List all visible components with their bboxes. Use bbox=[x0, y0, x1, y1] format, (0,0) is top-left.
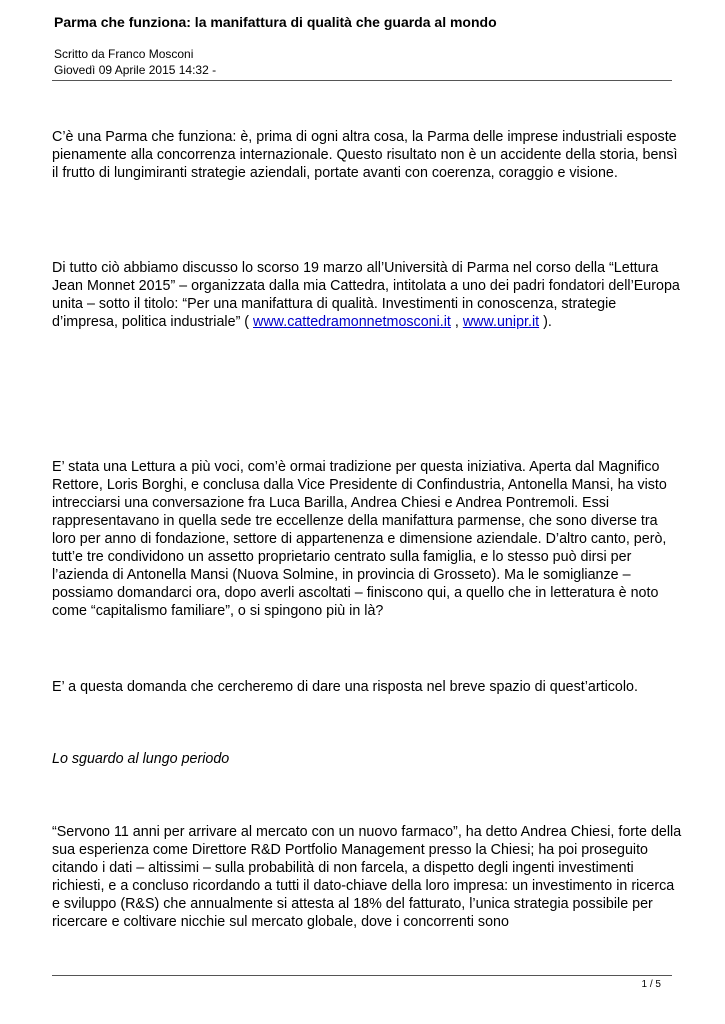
link-unipr[interactable]: www.unipr.it bbox=[462, 314, 540, 330]
paragraph-3: E’ stata una Lettura a più voci, com’è ormai tradizione per questa iniziativa. Aperta dal Magnifico Rettore, Loris Borghi, e conclusa dalla Vice Presidente di Confindustria, Antonella Mansi, ha visto intrecciarsi una conversazione fra Luca Barilla, Andrea Chiesi e Andrea Pontremoli. Essi rappresentavano in quella sede tre eccellenze della manifattura parmense, che sono diverse tra loro per anno di fondazione, settore di appartenenza e dimensione aziendale. D’altro canto, però, tutt’e tre condividono un assetto proprietario centrato sulla famiglia, e lo stesso può dirsi per l’azienda di Antonella Mansi (Nuova Solmine, in provincia di Grosseto). Ma le somiglianze – possiamo domandarci ora, dopo averli ascoltati – finiscono qui, a quello che in letteratura è noto come “capitalismo familiare”, o si spingono più in là? bbox=[52, 459, 667, 619]
paragraph-1: C’è una Parma che funziona: è, prima di ogni altra cosa, la Parma delle imprese industriali esposte pienamente alla concorrenza internazionale. Questo risultato non è un accidente della storia, bensì il frutto di lungimiranti strategie aziendali, portate avanti con coerenza, coraggio e visione. bbox=[52, 129, 678, 181]
paragraph-2-text: Di tutto ciò abbiamo discusso lo scorso 19 marzo all’Università di Parma nel corso della “Lettura Jean Monnet 2015” – organizzata dalla mia Cattedra, intitolata a uno dei padri fondatori dell’Europa unita – sotto il titolo: “Per una manifattura di qualità. Investimenti in conoscenza, strategie d’impresa, politica industriale” ( bbox=[52, 260, 680, 330]
paragraph-5: “Servono 11 anni per arrivare al mercato con un nuovo farmaco”, ha detto Andrea Chiesi, forte della sua esperienza come Direttore R&D Portfolio Management presso la Chiesi; ha poi proseguito citando i dati – altissimi – sulla probabilità di non farcela, a dispetto degli ingenti investimenti richiesti, e a concluso ricordando a tutti il dato-chiave della loro impresa: un investimento in ricerca e sviluppo (R&S) che annualmente si attesta al 18% del fatturato, l’unica strategia possibile per ricercare e coltivare nicchie sul mercato globale, dove i concorrenti sono bbox=[52, 824, 682, 930]
header-divider bbox=[52, 80, 672, 81]
article-meta bbox=[54, 46, 216, 78]
paragraph-4: E’ a questa domanda che cercheremo di dare una risposta nel breve spazio di quest’articolo. bbox=[52, 679, 638, 695]
footer-divider bbox=[52, 975, 672, 976]
link-separator: , bbox=[450, 314, 463, 330]
date-line: Giovedì 09 Aprile 2015 14:32 - bbox=[54, 63, 217, 77]
author-line: Scritto da Franco Mosconi bbox=[54, 47, 194, 61]
link-cattedra-monnet[interactable]: www.cattedramonnetmosconi.it bbox=[253, 314, 451, 330]
section-subheading: Lo sguardo al lungo periodo bbox=[52, 751, 230, 767]
article-title: Parma che funziona: la manifattura di qualità che guarda al mondo bbox=[54, 14, 497, 30]
paragraph-2-end: ). bbox=[539, 314, 552, 330]
paragraph-2 bbox=[52, 259, 682, 331]
page-number: 1 / 5 bbox=[641, 979, 661, 990]
